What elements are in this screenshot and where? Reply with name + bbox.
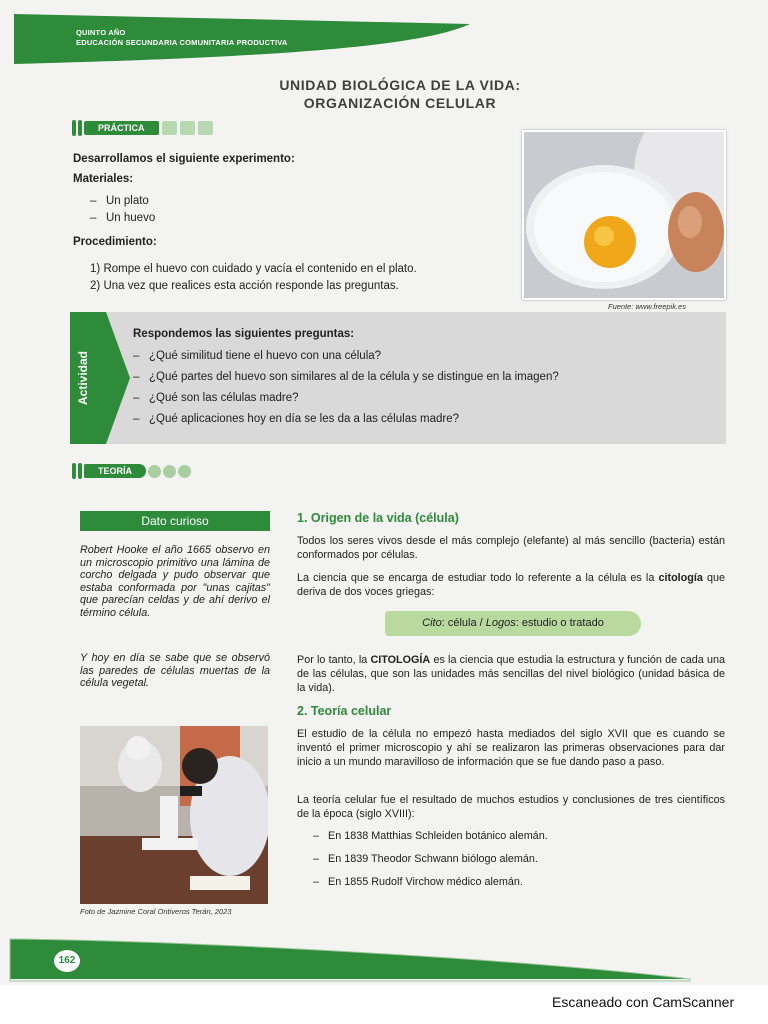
activity-heading: Respondemos las siguientes preguntas: [133,328,355,340]
page-number: 162 [54,950,80,972]
etymology-box: Cito: célula / Logos: estudio o tratado [385,611,641,636]
scientist-item: – En 1839 Theodor Schwann biólogo alemán. [313,853,538,865]
section2-paragraph: La teoría celular fue el resultado de muchos estudios y conclusiones de tres científicos de la época (siglo XVIII): [297,794,725,820]
teoria-tag [72,463,191,479]
section2-paragraph: El estudio de la célula no empezó hasta mediados del siglo XVII que es cuando se inventó el primer microscopio y ahí se realizaron las primeras observaciones para dar inicio a un mundo maravilloso de información que se fue dando paso a paso. [297,728,725,768]
activity-label: Actividad [76,351,90,406]
activity-arrow [100,312,134,444]
header-level: EDUCACIÓN SECUNDARIA COMUNITARIA PRODUCTIVA [76,38,288,47]
procedure-label: Procedimiento: [73,236,157,248]
scientist-item: – En 1838 Matthias Schleiden botánico alemán. [313,830,548,842]
section1-paragraph: La ciencia que se encarga de estudiar todo lo referente a la célula es la citología que deriva de dos voces griegas: [297,572,726,598]
practica-label: PRÁCTICA [84,121,159,135]
scanner-watermark: Escaneado con CamScanner [552,994,735,1010]
materials-label: Materiales: [73,173,134,185]
procedure-step: 2) Una vez que realices esta acción responde las preguntas. [90,280,399,292]
material-item: – Un plato [90,195,149,207]
material-item: – Un huevo [90,212,156,224]
section2-heading: 2. Teoría celular [297,704,392,718]
egg-photo-source: Fuente: www.freepik.es [608,302,686,311]
section1-paragraph: Por lo tanto, la CITOLOGÍA es la ciencia que estudia la estructura y función de cada una de las células, que son las unidades más sencillas del nivel biológico (unidad básica de la vida). [297,654,725,694]
practica-tag [72,120,213,136]
microscope-photo [80,726,268,904]
dato-curioso-text: Y hoy en día se sabe que se observó las paredes de células muertas de la célula vegetal. [80,652,270,689]
dato-curioso-text: Robert Hooke el año 1665 observo en un microscopio primitivo una lámina de corcho delgada y pudo observar que estaba conformada por "unas cajitas" que parecían celdas y de ahí derivo el término célula. [80,544,270,619]
section1-paragraph: Todos los seres vivos desde el más complejo (elefante) al más sencillo (bacteria) están conformados por células. [297,535,725,561]
microscope-photo-caption: Foto de Jazmine Coral Ontiveros Terán, 2023 [80,907,232,916]
activity-question: – ¿Qué similitud tiene el huevo con una célula? [133,350,382,362]
egg-photo [522,130,726,300]
page-title-line2: ORGANIZACIÓN CELULAR [303,95,497,111]
header-grade: QUINTO AÑO [76,28,126,37]
egg-illustration [524,132,724,298]
footer-band [0,935,768,985]
teoria-label: TEORÍA [84,464,146,478]
dato-curioso-heading: Dato curioso [80,511,270,531]
experiment-intro: Desarrollamos el siguiente experimento: [73,153,295,165]
activity-question: – ¿Qué partes del huevo son similares al de la célula y se distingue en la imagen? [133,371,559,383]
page-title-line1: UNIDAD BIOLÓGICA DE LA VIDA: [279,77,521,93]
activity-question: – ¿Qué aplicaciones hoy en día se les da a las células madre? [133,413,460,425]
section1-heading: 1. Origen de la vida (célula) [297,511,459,525]
microscope-illustration [80,726,268,904]
activity-question: – ¿Qué son las células madre? [133,392,299,404]
procedure-step: 1) Rompe el huevo con cuidado y vacía el contenido en el plato. [90,263,417,275]
scientist-item: – En 1855 Rudolf Virchow médico alemán. [313,876,523,888]
